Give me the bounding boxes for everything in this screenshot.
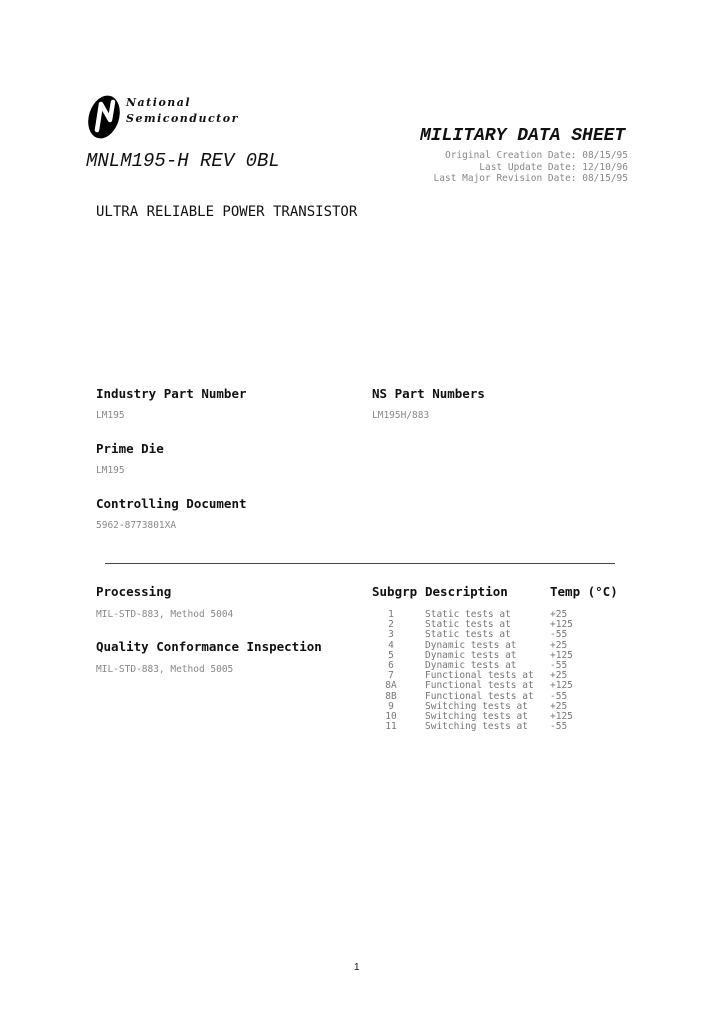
temp-cell: +125 [550, 710, 573, 722]
subgrp-cell: 11 [385, 721, 397, 733]
company-logo [84, 90, 244, 142]
temp-cell: -55 [550, 721, 568, 733]
description-cell: Static tests at [425, 619, 511, 631]
controlling-document-value: 5962-8773801XA [96, 520, 177, 531]
subgroup-table [372, 610, 632, 732]
temp-cell: +125 [550, 649, 573, 661]
description-cell: Dynamic tests at [425, 639, 517, 651]
description-cell: Dynamic tests at [425, 649, 517, 661]
temp-cell: -55 [550, 659, 568, 671]
prime-die-value: LM195 [96, 465, 125, 476]
processing-value: MIL-STD-883, Method 5004 [96, 609, 234, 620]
description-cell: Static tests at [425, 629, 511, 641]
subgrp-cell: 2 [388, 619, 394, 631]
page-number: 1 [354, 962, 360, 973]
temp-cell: +25 [550, 700, 568, 712]
description-cell: Static tests at [425, 609, 511, 620]
prime-die-label: Prime Die [96, 441, 164, 456]
table-row [372, 681, 632, 691]
industry-part-label: Industry Part Number [96, 386, 247, 401]
subgrp-cell: 6 [388, 659, 394, 671]
section-divider [105, 563, 615, 564]
temp-header: Temp (°C) [550, 584, 618, 599]
controlling-document-label: Controlling Document [96, 496, 247, 511]
temp-cell: -55 [550, 690, 568, 702]
industry-part-value: LM195 [96, 410, 125, 421]
temp-cell: +125 [550, 680, 573, 692]
temp-cell: +125 [550, 619, 573, 631]
subgrp-cell: 8B [385, 690, 397, 702]
subgrp-cell: 7 [388, 670, 394, 682]
logo-text-line2: Semiconductor [126, 112, 239, 125]
subgrp-cell: 10 [385, 710, 397, 722]
description-cell: Functional tests at [425, 670, 534, 682]
subgrp-cell: 8A [385, 680, 397, 692]
subgrp-header: Subgrp [372, 584, 418, 599]
subgrp-cell: 5 [388, 649, 394, 661]
description-cell: Switching tests at [425, 700, 528, 712]
temp-cell: +25 [550, 670, 568, 682]
description-cell: Functional tests at [425, 680, 534, 692]
ns-part-value: LM195H/883 [372, 410, 430, 421]
description-cell: Switching tests at [425, 710, 528, 722]
qci-label: Quality Conformance Inspection [96, 639, 322, 654]
table-row [372, 722, 632, 732]
logo-text-line1: National [126, 96, 192, 109]
last-major-revision-date: Last Major Revision Date: 08/15/95 [433, 173, 628, 184]
subgrp-cell: 1 [388, 609, 394, 620]
processing-label: Processing [96, 584, 172, 599]
national-logo-icon [84, 90, 126, 142]
description-cell: Functional tests at [425, 690, 534, 702]
temp-cell: -55 [550, 629, 568, 641]
qci-value: MIL-STD-883, Method 5005 [96, 664, 234, 675]
last-update-date: Last Update Date: 12/10/96 [479, 161, 628, 173]
revision-dates [434, 150, 628, 185]
original-creation-date: Original Creation Date: 08/15/95 [444, 150, 628, 161]
subgrp-cell: 9 [388, 700, 394, 712]
sheet-title: MILITARY DATA SHEET [420, 126, 626, 146]
document-id: MNLM195-H REV 0BL [86, 150, 280, 172]
temp-cell: +25 [550, 639, 568, 651]
ns-part-label: NS Part Numbers [372, 386, 485, 401]
description-cell: Dynamic tests at [425, 659, 517, 671]
subgrp-cell: 4 [388, 639, 394, 651]
product-title: ULTRA RELIABLE POWER TRANSISTOR [96, 204, 358, 220]
description-header: Description [425, 584, 508, 599]
temp-cell: +25 [550, 609, 568, 620]
subgrp-cell: 3 [388, 629, 394, 641]
description-cell: Switching tests at [425, 721, 528, 733]
